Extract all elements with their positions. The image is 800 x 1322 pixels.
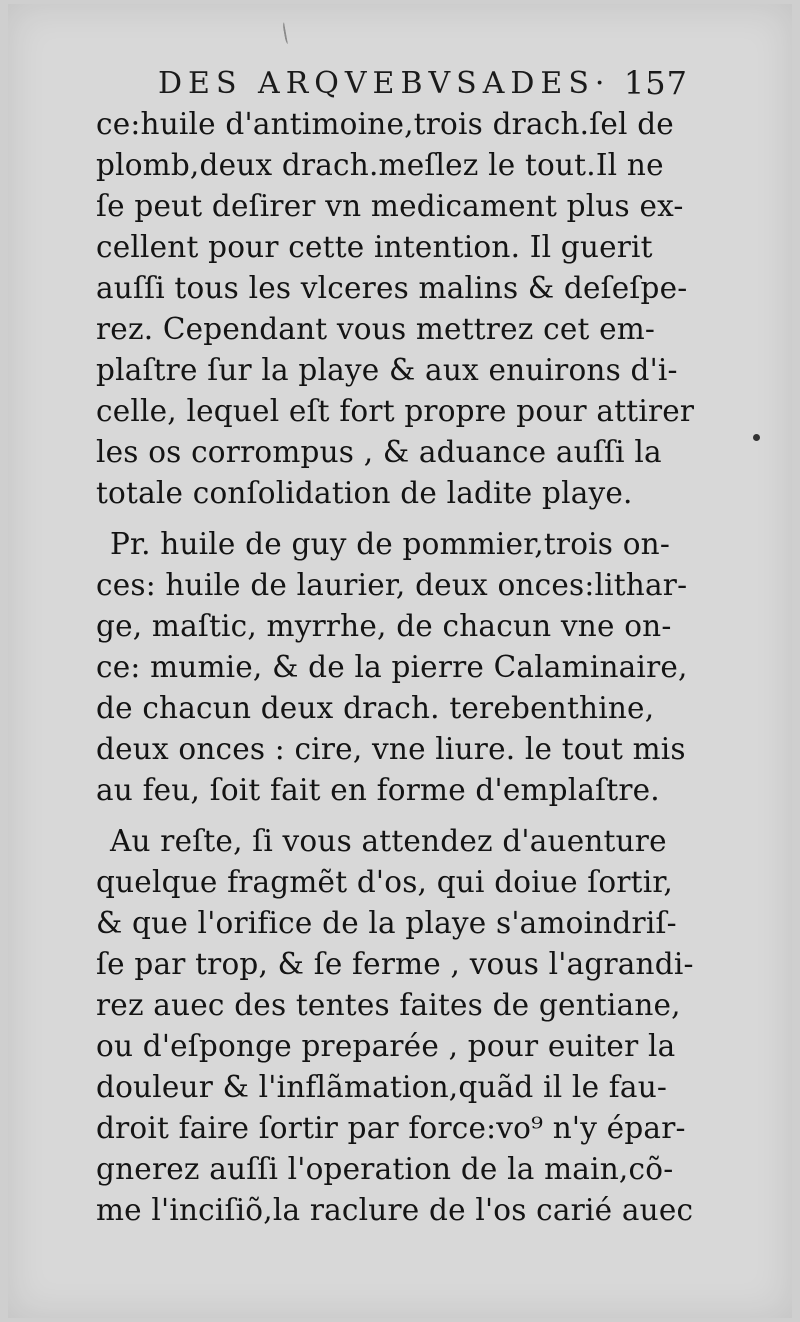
text-line: & que l'orifice de la playe s'amoindriſ- <box>96 906 677 940</box>
text-line: au feu, ſoit fait en forme d'emplaſtre. <box>96 773 660 807</box>
text-line: rez auec des tentes faites de gentiane, <box>96 988 681 1022</box>
text-line: auſſi tous les vlceres malins & deſeſpe- <box>96 271 688 305</box>
text-line: de chacun deux drach. terebenthine, <box>96 691 655 725</box>
text-line: totale conſolidation de ladite playe. <box>96 476 633 510</box>
running-head: DES ARQVEBVSADES· <box>158 66 611 101</box>
margin-dot <box>753 434 760 441</box>
page-header <box>158 66 698 106</box>
text-line: ce:huile d'antimoine,trois drach.ſel de <box>96 107 674 141</box>
text-line: gnerez auſſi l'operation de la main,cõ- <box>96 1152 674 1186</box>
text-line: cellent pour cette intention. Il guerit <box>96 230 653 264</box>
text-line: deux onces : cire, vne liure. le tout mis <box>96 732 686 766</box>
text-line: Pr. huile de guy de pommier,trois on- <box>110 527 671 561</box>
text-line: me l'inciſiõ,la raclure de l'os carié auec <box>96 1193 694 1227</box>
body-text <box>96 104 696 1231</box>
paragraph-gap <box>96 514 696 524</box>
text-line: plaſtre ſur la playe & aux enuirons d'i- <box>96 353 678 387</box>
page-number: 157 <box>623 64 688 102</box>
text-line: ce: mumie, & de la pierre Calaminaire, <box>96 650 688 684</box>
book-page <box>8 4 792 1318</box>
text-line: ſe peut deſirer vn medicament plus ex- <box>96 189 684 223</box>
text-line: quelque fragmẽt d'os, qui doiue ſortir, <box>96 865 674 899</box>
margin-mark <box>282 22 291 45</box>
text-line: droit faire ſortir par force:vo⁹ n'y épar- <box>96 1111 686 1145</box>
text-line: ge, maſtic, myrrhe, de chacun vne on- <box>96 609 672 643</box>
text-line: ces: huile de laurier, deux onces:lithar- <box>96 568 688 602</box>
paragraph-gap <box>96 811 696 821</box>
text-line: ſe par trop, & ſe ferme , vous l'agrandi- <box>96 947 694 981</box>
text-line: rez. Cependant vous mettrez cet em- <box>96 312 656 346</box>
text-line: douleur & l'inflãmation,quãd il le fau- <box>96 1070 668 1104</box>
text-line: celle, lequel eſt fort propre pour attirer <box>96 394 695 428</box>
text-line: plomb,deux drach.meſlez le tout.Il ne <box>96 148 664 182</box>
text-line: les os corrompus , & aduance auſſi la <box>96 435 662 469</box>
text-line: ou d'eſponge preparée , pour euiter la <box>96 1029 676 1063</box>
text-line: Au reſte, ſi vous attendez d'auenture <box>110 824 667 858</box>
